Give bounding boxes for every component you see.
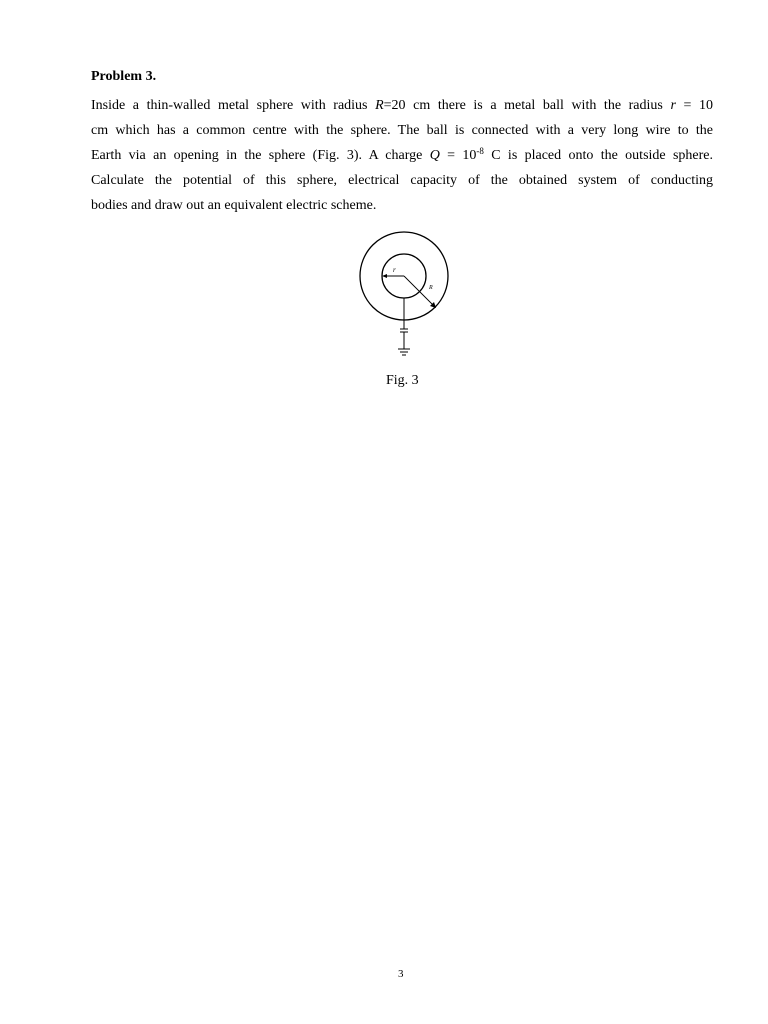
problem-title: Problem 3.: [91, 69, 157, 84]
statement-line-3: Earth via an opening in the sphere (Fig. 3). A charge $Q = 10^{-8}$ C is placed onto the outside sphere.: [91, 146, 713, 163]
variable-r: r: [670, 98, 676, 113]
variable-R: R: [375, 98, 384, 113]
radius-r-arrowhead: [382, 274, 387, 278]
variable-Q: Q: [429, 148, 440, 163]
statement-line-1: Inside a thin-walled metal sphere with radius R=20 cm there is a metal ball with the radius r = 10: [91, 98, 713, 113]
figure-caption: Fig. 3: [386, 373, 419, 388]
page-number: 3: [398, 968, 404, 980]
problem-statement: [91, 93, 713, 218]
exponent: -8: [476, 146, 484, 156]
label-R: R: [429, 285, 433, 291]
statement-line-2: cm which has a common centre with the sphere. The ball is connected with a very long wire to the: [91, 123, 713, 138]
sphere-diagram: [336, 228, 468, 364]
statement-line-4: Calculate the potential of this sphere, electrical capacity of the obtained system of conducting: [91, 173, 713, 188]
statement-line-5: bodies and draw out an equivalent electric scheme.: [91, 198, 377, 213]
radius-R-arrow: [404, 276, 435, 307]
label-r: r: [393, 266, 396, 274]
